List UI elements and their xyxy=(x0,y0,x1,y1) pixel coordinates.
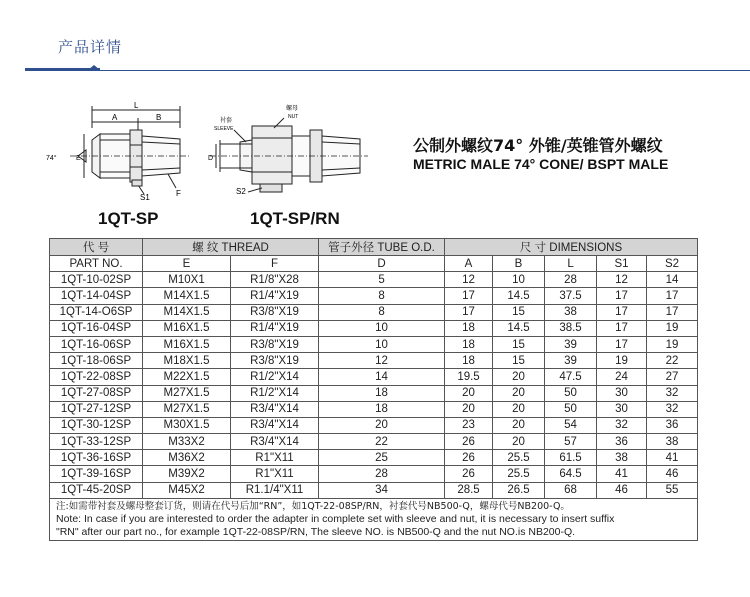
table-cell: 18 xyxy=(445,336,493,352)
table-cell: 18 xyxy=(319,401,445,417)
table-cell: 25.5 xyxy=(493,466,545,482)
table-cell: 46 xyxy=(597,482,647,498)
note-english-line1: Note: In case if you are interested to order the adapter in complete set with sleeve and nut, it is necessary to insert suffix xyxy=(56,512,615,525)
subheader-l: L xyxy=(545,256,597,272)
table-cell: 20 xyxy=(493,417,545,433)
table-row xyxy=(50,385,698,401)
table-cell: 32 xyxy=(647,385,698,401)
table-cell: 14.5 xyxy=(493,288,545,304)
nut-en-label: NUT xyxy=(288,114,299,120)
table-cell: 5 xyxy=(319,272,445,288)
table-cell: 1QT-30-12SP xyxy=(50,417,143,433)
table-cell: 32 xyxy=(647,401,698,417)
header-part: 代 号 xyxy=(50,239,143,256)
table-cell: M45X2 xyxy=(143,482,231,498)
dim-b-label: B xyxy=(156,113,162,122)
dim-a-label: A xyxy=(112,113,118,122)
table-cell: 22 xyxy=(647,353,698,369)
table-cell: 17 xyxy=(445,304,493,320)
table-cell: 38 xyxy=(545,304,597,320)
table-row xyxy=(50,401,698,417)
table-cell: 55 xyxy=(647,482,698,498)
note-english-line2: "RN" after our part no., for example 1QT-22-08SP/RN, The sleeve NO. is NB500-Q and the nut NO.is NB200-Q. xyxy=(56,525,576,538)
table-cell: R3/4"X14 xyxy=(231,417,319,433)
table-cell: 28.5 xyxy=(445,482,493,498)
table-cell: 1QT-45-20SP xyxy=(50,482,143,498)
table-cell: M14X1.5 xyxy=(143,288,231,304)
table-cell: 28 xyxy=(319,466,445,482)
table-cell: 26 xyxy=(445,434,493,450)
dim-s1-label: S1 xyxy=(140,193,150,202)
table-cell: M10X1 xyxy=(143,272,231,288)
table-row xyxy=(50,288,698,304)
model-label-1qt-sp: 1QT-SP xyxy=(98,209,159,228)
note-chinese: 注:如需带衬套及螺母整套订货，则请在代号后加“RN”，如1QT-22-08SP/RN，衬套代号NB500-Q，螺母代号NB200-Q。 xyxy=(56,500,570,512)
table-cell: 12 xyxy=(445,272,493,288)
dim-f-label: F xyxy=(176,189,181,198)
table-row xyxy=(50,336,698,352)
table-cell: 27 xyxy=(647,369,698,385)
table-cell: 17 xyxy=(647,288,698,304)
table-cell: R1/2"X14 xyxy=(231,385,319,401)
table-cell: R3/4"X14 xyxy=(231,401,319,417)
header-thread: 螺 纹 THREAD xyxy=(143,239,319,256)
header-tube: 管子外径 TUBE O.D. xyxy=(319,239,445,256)
table-cell: 17 xyxy=(597,320,647,336)
dim-l-label: L xyxy=(134,101,139,110)
dim-s2-label: S2 xyxy=(236,187,246,196)
table-cell: R1/2"X14 xyxy=(231,369,319,385)
table-cell: 61.5 xyxy=(545,450,597,466)
table-cell: 19.5 xyxy=(445,369,493,385)
table-cell: 50 xyxy=(545,401,597,417)
table-row xyxy=(50,353,698,369)
subheader-s2: S2 xyxy=(647,256,698,272)
table-row xyxy=(50,466,698,482)
header-marker xyxy=(88,65,100,70)
table-cell: 14 xyxy=(647,272,698,288)
table-cell: 30 xyxy=(597,401,647,417)
table-cell: 17 xyxy=(647,304,698,320)
table-cell: 20 xyxy=(445,401,493,417)
table-cell: 15 xyxy=(493,336,545,352)
table-cell: 1QT-33-12SP xyxy=(50,434,143,450)
table-cell: 30 xyxy=(597,385,647,401)
table-cell: 1QT-14-04SP xyxy=(50,288,143,304)
table-cell: 20 xyxy=(445,385,493,401)
subheader-e: E xyxy=(143,256,231,272)
dim-d-label: D xyxy=(208,155,214,162)
table-cell: 23 xyxy=(445,417,493,433)
table-cell: M27X1.5 xyxy=(143,401,231,417)
table-cell: 50 xyxy=(545,385,597,401)
table-cell: 25.5 xyxy=(493,450,545,466)
table-cell: R1/8"X28 xyxy=(231,272,319,288)
sleeve-cn-label: 衬套 xyxy=(220,117,233,124)
header-divider xyxy=(25,70,750,71)
table-cell: 20 xyxy=(493,369,545,385)
table-cell: 47.5 xyxy=(545,369,597,385)
table-cell: 36 xyxy=(597,434,647,450)
table-cell: 18 xyxy=(319,385,445,401)
table-cell: 1QT-16-04SP xyxy=(50,320,143,336)
heading-chinese: 公制外螺纹74° 外锥/英锥管外螺纹 xyxy=(413,136,663,155)
table-cell: 20 xyxy=(493,401,545,417)
subheader-s1: S1 xyxy=(597,256,647,272)
table-cell: 18 xyxy=(445,320,493,336)
table-cell: 26.5 xyxy=(493,482,545,498)
table-cell: 19 xyxy=(647,320,698,336)
table-cell: 15 xyxy=(493,304,545,320)
table-cell: 17 xyxy=(597,288,647,304)
table-cell: 54 xyxy=(545,417,597,433)
table-cell: 38 xyxy=(647,434,698,450)
heading-english: METRIC MALE 74° CONE/ BSPT MALE xyxy=(413,156,669,172)
table-cell: 19 xyxy=(597,353,647,369)
table-cell: R3/4"X14 xyxy=(231,434,319,450)
table-cell: 17 xyxy=(597,336,647,352)
subheader-d: D xyxy=(319,256,445,272)
table-cell: 14 xyxy=(319,369,445,385)
table-cell: 37.5 xyxy=(545,288,597,304)
table-cell: 10 xyxy=(319,320,445,336)
table-cell: 12 xyxy=(597,272,647,288)
table-cell: 64.5 xyxy=(545,466,597,482)
table-cell: M14X1.5 xyxy=(143,304,231,320)
table-cell: 57 xyxy=(545,434,597,450)
nut-cn-label: 螺母 xyxy=(286,105,299,112)
table-cell: 1QT-22-08SP xyxy=(50,369,143,385)
table-cell: 20 xyxy=(493,434,545,450)
table-cell: 39 xyxy=(545,353,597,369)
table-cell: 38 xyxy=(597,450,647,466)
table-cell: 34 xyxy=(319,482,445,498)
table-cell: M16X1.5 xyxy=(143,320,231,336)
table-row xyxy=(50,434,698,450)
table-cell: 8 xyxy=(319,288,445,304)
table-cell: M18X1.5 xyxy=(143,353,231,369)
table-cell: 22 xyxy=(319,434,445,450)
table-cell: 1QT-18-06SP xyxy=(50,353,143,369)
table-cell: 1QT-39-16SP xyxy=(50,466,143,482)
table-row xyxy=(50,482,698,498)
table-cell: R3/8"X19 xyxy=(231,353,319,369)
table-cell: 26 xyxy=(445,466,493,482)
table-cell: 18 xyxy=(445,353,493,369)
spec-table xyxy=(49,238,698,541)
table-cell: 20 xyxy=(319,417,445,433)
subheader-b: B xyxy=(493,256,545,272)
table-row xyxy=(50,304,698,320)
table-cell: M22X1.5 xyxy=(143,369,231,385)
table-cell: M39X2 xyxy=(143,466,231,482)
table-cell: M33X2 xyxy=(143,434,231,450)
table-cell: 1QT-27-12SP xyxy=(50,401,143,417)
subheader-part-no: PART NO. xyxy=(50,256,143,272)
table-cell: R3/8"X19 xyxy=(231,304,319,320)
table-note xyxy=(50,498,698,540)
dim-e-label: E xyxy=(76,155,81,162)
table-cell: 26 xyxy=(445,450,493,466)
table-cell: 1QT-36-16SP xyxy=(50,450,143,466)
drawing-1qt-sp-rn xyxy=(200,100,375,210)
table-cell: R1"X11 xyxy=(231,450,319,466)
table-row xyxy=(50,272,698,288)
table-cell: R1.1/4"X11 xyxy=(231,482,319,498)
table-cell: R3/8"X19 xyxy=(231,336,319,352)
table-cell: 10 xyxy=(319,336,445,352)
model-label-1qt-sp-rn: 1QT-SP/RN xyxy=(250,209,340,228)
table-cell: R1/4"X19 xyxy=(231,288,319,304)
table-cell: 36 xyxy=(647,417,698,433)
table-cell: 1QT-10-02SP xyxy=(50,272,143,288)
table-cell: M30X1.5 xyxy=(143,417,231,433)
table-cell: 19 xyxy=(647,336,698,352)
table-row xyxy=(50,450,698,466)
table-cell: 15 xyxy=(493,353,545,369)
table-cell: 28 xyxy=(545,272,597,288)
drawing-1qt-sp xyxy=(40,100,200,210)
table-cell: 25 xyxy=(319,450,445,466)
table-cell: 68 xyxy=(545,482,597,498)
table-cell: 17 xyxy=(445,288,493,304)
angle-label: 74° xyxy=(46,155,57,162)
sleeve-en-label: SLEEVE xyxy=(214,126,234,132)
table-row xyxy=(50,417,698,433)
table-cell: 10 xyxy=(493,272,545,288)
table-cell: R1"X11 xyxy=(231,466,319,482)
table-cell: R1/4"X19 xyxy=(231,320,319,336)
table-row xyxy=(50,320,698,336)
table-cell: 17 xyxy=(597,304,647,320)
table-cell: M36X2 xyxy=(143,450,231,466)
header-dims: 尺 寸 DIMENSIONS xyxy=(445,239,698,256)
table-cell: 24 xyxy=(597,369,647,385)
table-cell: 20 xyxy=(493,385,545,401)
table-cell: 41 xyxy=(597,466,647,482)
table-cell: 38.5 xyxy=(545,320,597,336)
table-cell: 41 xyxy=(647,450,698,466)
table-cell: 1QT-16-06SP xyxy=(50,336,143,352)
table-cell: 32 xyxy=(597,417,647,433)
table-cell: 8 xyxy=(319,304,445,320)
table-cell: 12 xyxy=(319,353,445,369)
table-cell: 46 xyxy=(647,466,698,482)
subheader-a: A xyxy=(445,256,493,272)
table-cell: 1QT-14-O6SP xyxy=(50,304,143,320)
subheader-f: F xyxy=(231,256,319,272)
table-cell: M16X1.5 xyxy=(143,336,231,352)
table-cell: 14.5 xyxy=(493,320,545,336)
table-cell: M27X1.5 xyxy=(143,385,231,401)
table-cell: 1QT-27-08SP xyxy=(50,385,143,401)
table-cell: 39 xyxy=(545,336,597,352)
table-row xyxy=(50,369,698,385)
page-title: 产品详情 xyxy=(58,38,123,56)
